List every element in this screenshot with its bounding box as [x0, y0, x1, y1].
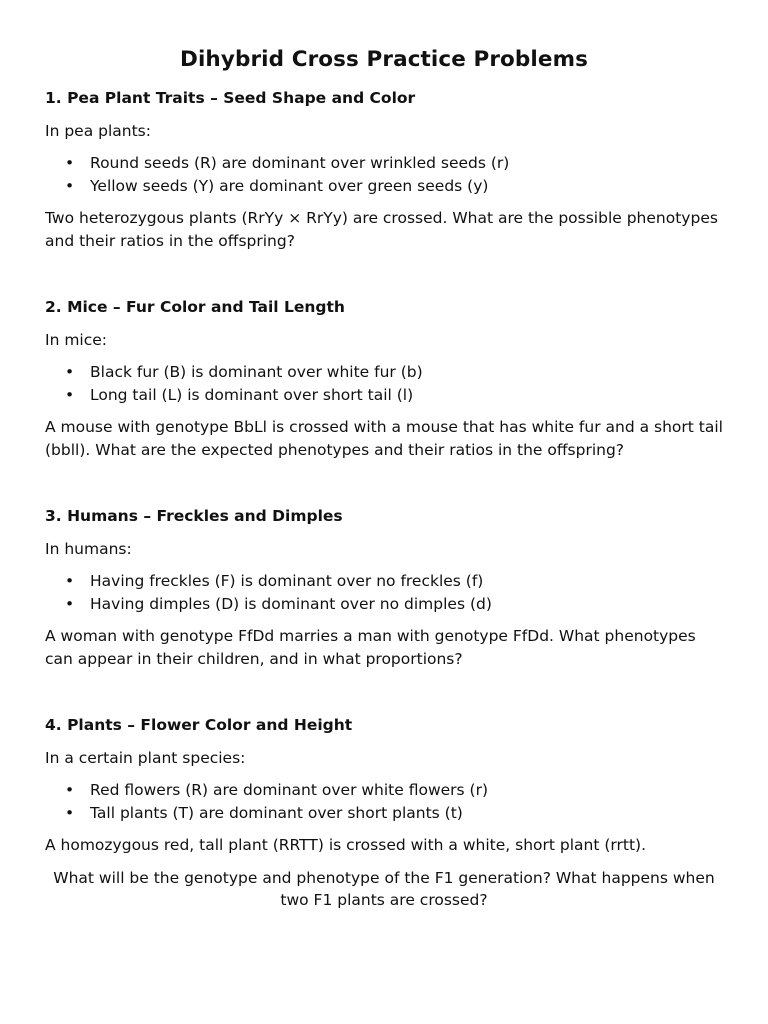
list-item [45, 175, 723, 198]
problem-question: Two heterozygous plants (RrYy × RrYy) are crossed. What are the possible phenotypes and their ratios in the offspring? [45, 209, 718, 250]
problem-intro: In a certain plant species: [45, 749, 246, 767]
problem-heading: 4. Plants – Flower Color and Height [45, 716, 353, 734]
problem-1 [45, 88, 723, 252]
trait-list [45, 152, 723, 198]
trait-rule: Having freckles (F) is dominant over no freckles (f) [90, 572, 484, 590]
trait-rule: Black fur (B) is dominant over white fur (b) [90, 363, 423, 381]
problem-intro: In pea plants: [45, 122, 151, 140]
problem-question: A mouse with genotype BbLl is crossed with a mouse that has white fur and a short tail (bbll). What are the expected phenotypes and their ratios in the offspring? [45, 418, 723, 459]
list-item [45, 384, 723, 407]
bullet-icon: • [65, 572, 75, 590]
trait-rule: Yellow seeds (Y) are dominant over green seeds (y) [90, 177, 489, 195]
problem-heading: 2. Mice – Fur Color and Tail Length [45, 298, 345, 316]
list-item [45, 361, 723, 384]
trait-rule: Tall plants (T) are dominant over short plants (t) [90, 804, 463, 822]
problem-heading: 3. Humans – Freckles and Dimples [45, 507, 343, 525]
trait-list [45, 779, 723, 825]
trait-list [45, 570, 723, 616]
bullet-icon: • [65, 595, 75, 613]
list-item [45, 802, 723, 825]
trait-rule: Red flowers (R) are dominant over white flowers (r) [90, 781, 489, 799]
problem-question: A woman with genotype FfDd marries a man with genotype FfDd. What phenotypes can appear in their children, and in what proportions? [45, 627, 696, 668]
bullet-icon: • [65, 154, 75, 172]
list-item [45, 779, 723, 802]
problem-3 [45, 506, 723, 670]
trait-rule: Round seeds (R) are dominant over wrinkled seeds (r) [90, 154, 510, 172]
trait-rule: Having dimples (D) is dominant over no dimples (d) [90, 595, 492, 613]
bullet-icon: • [65, 386, 75, 404]
problem-2 [45, 297, 723, 461]
bullet-icon: • [65, 363, 75, 381]
problem-4 [45, 715, 723, 912]
list-item [45, 593, 723, 616]
list-item [45, 152, 723, 175]
list-item [45, 570, 723, 593]
bullet-icon: • [65, 177, 75, 195]
problem-followup: What will be the genotype and phenotype of the F1 generation? What happens when two F1 plants are crossed? [53, 868, 715, 909]
problem-intro: In mice: [45, 331, 108, 349]
trait-list [45, 361, 723, 407]
page-title: Dihybrid Cross Practice Problems [180, 47, 588, 72]
problem-question: A homozygous red, tall plant (RRTT) is crossed with a white, short plant (rrtt). [45, 836, 647, 854]
problem-intro: In humans: [45, 540, 132, 558]
trait-rule: Long tail (L) is dominant over short tail (l) [90, 386, 414, 404]
problem-heading: 1. Pea Plant Traits – Seed Shape and Color [45, 89, 416, 107]
bullet-icon: • [65, 781, 75, 799]
bullet-icon: • [65, 804, 75, 822]
